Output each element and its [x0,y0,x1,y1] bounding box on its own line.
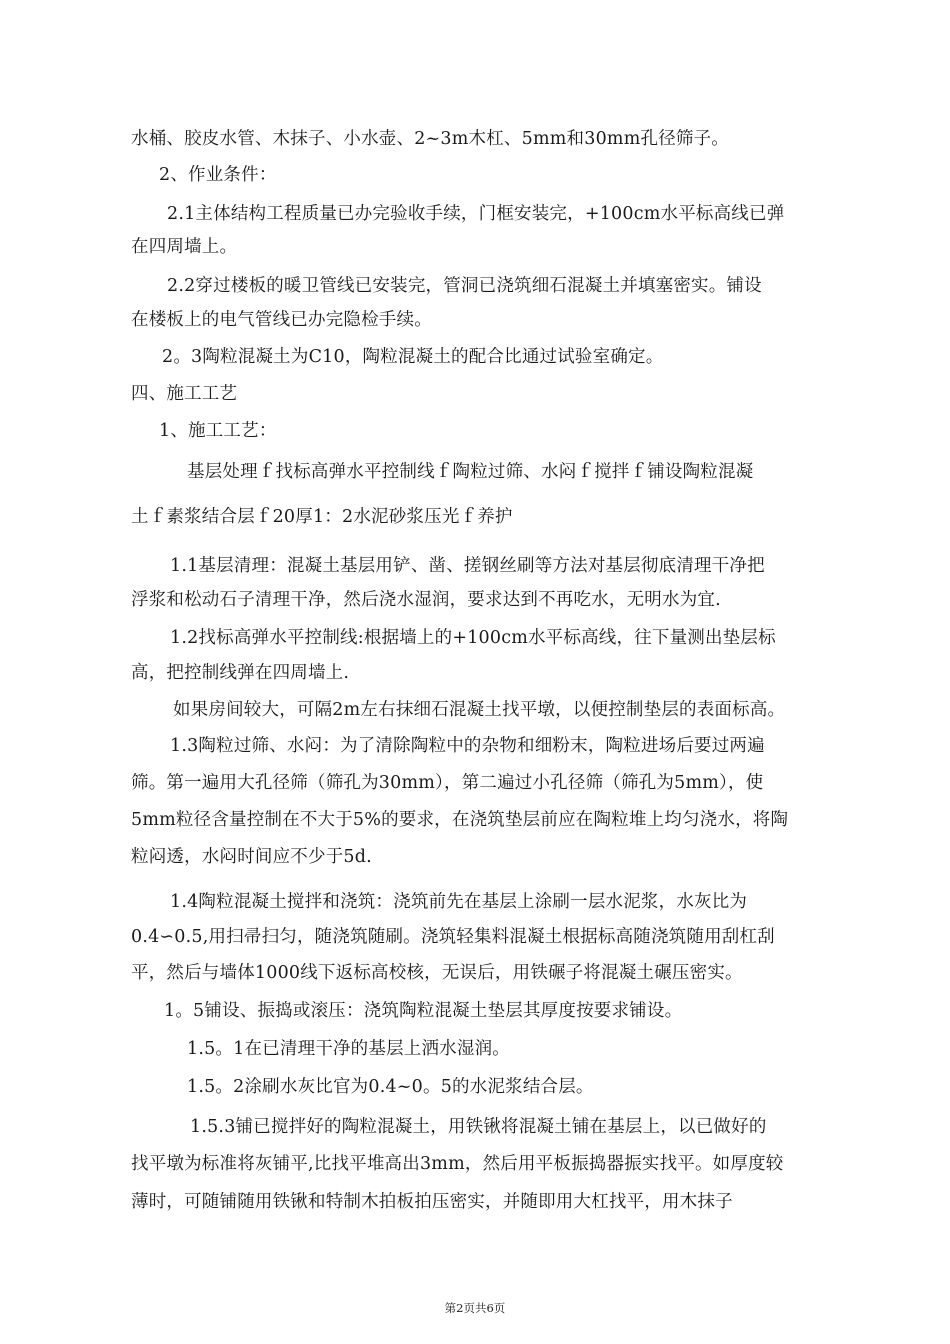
text-line: 1.1基层清理：混凝土基层用铲、凿、搓钢丝刷等方法对基层彻底清理干净把 [170,556,765,576]
text-line: 2。3陶粒混凝土为C10，陶粒混凝土的配合比通过试验室确定。 [162,347,664,367]
text-line: 0.4∽0.5,用扫帚扫匀，随浇筑随刷。浇筑轻集料混凝土根据标高随浇筑随用刮杠刮 [131,927,775,947]
text-line: 粒闷透，水闷时间应不少于5d. [131,847,372,867]
text-line: 1.5。1在已清理干净的基层上洒水湿润。 [187,1039,510,1059]
text-line: 水桶、胶皮水管、木抹子、小水壶、2~3m木杠、5mm和30mm孔径筛子。 [131,129,730,149]
process-flow-line: 基层处理ｆ找标高弹水平控制线ｆ陶粒过筛、水闷ｆ搅拌ｆ铺设陶粒混凝 [187,462,754,482]
text-line: 1.5。2涂刷水灰比官为0.4~0。5的水泥浆结合层。 [187,1077,594,1097]
text-line: 5mm粒径含量控制在不大于5%的要求，在浇筑垫层前应在陶粒堆上均匀浇水，将陶 [131,810,789,830]
text-line: 筛。第一遍用大孔径筛（筛孔为30mm），第二遍过小孔径筛（筛孔为5mm），使 [131,773,764,793]
text-line: 在四周墙上。 [131,237,238,257]
text-line: 1.3陶粒过筛、水闷：为了清除陶粒中的杂物和细粉末，陶粒进场后要过两遍 [170,736,765,756]
text-line: 薄时，可随铺随用铁锹和特制木拍板拍压密实，并随即用大杠找平，用木抹子 [131,1192,733,1212]
process-flow-line: 土ｆ素浆结合层ｆ20厚1：2水泥砂浆压光ｆ养护 [131,507,513,527]
text-line: 平，然后与墙体1000线下返标高校核，无误后，用铁碾子将混凝土碾压密实。 [131,963,743,983]
text-line: 1.5.3铺已搅拌好的陶粒混凝土，用铁锹将混凝土铺在基层上，以已做好的 [190,1117,767,1137]
text-line: 2.1主体结构工程质量已办完验收手续，门框安装完，+100cm水平标高线已弹 [167,204,785,224]
text-line: 2.2穿过楼板的暖卫管线已安装完，管洞已浇筑细石混凝土并填塞密实。铺设 [167,276,762,296]
text-line: 如果房间较大，可隔2m左右抹细石混凝土找平墩，以便控制垫层的表面标高。 [173,700,786,720]
page-number: 第2页共6页 [444,1301,506,1315]
section-heading: 1、施工工艺： [159,421,277,441]
text-line: 1.2找标高弹水平控制线:根据墙上的+100cm水平标高线，往下量测出垫层标 [170,628,776,648]
text-line: 1.4陶粒混凝土搅拌和浇筑：浇筑前先在基层上涂刷一层水泥浆，水灰比为 [170,892,748,912]
text-line: 在楼板上的电气管线已办完隐检手续。 [131,310,432,330]
section-heading: 2、作业条件： [159,165,277,185]
text-line: 高，把控制线弹在四周墙上. [131,663,350,683]
text-line: 1。5铺设、振捣或滚压：浇筑陶粒混凝土垫层其厚度按要求铺设。 [164,1001,683,1021]
text-line: 找平墩为标准将灰铺平,比找平堆高出3mm，然后用平板振捣器振实找平。如厚度较 [131,1154,784,1174]
chapter-heading: 四、施工工艺 [131,384,238,404]
text-line: 浮浆和松动石子清理干净，然后浇水湿润，要求达到不再吃水，无明水为宜. [131,590,721,610]
